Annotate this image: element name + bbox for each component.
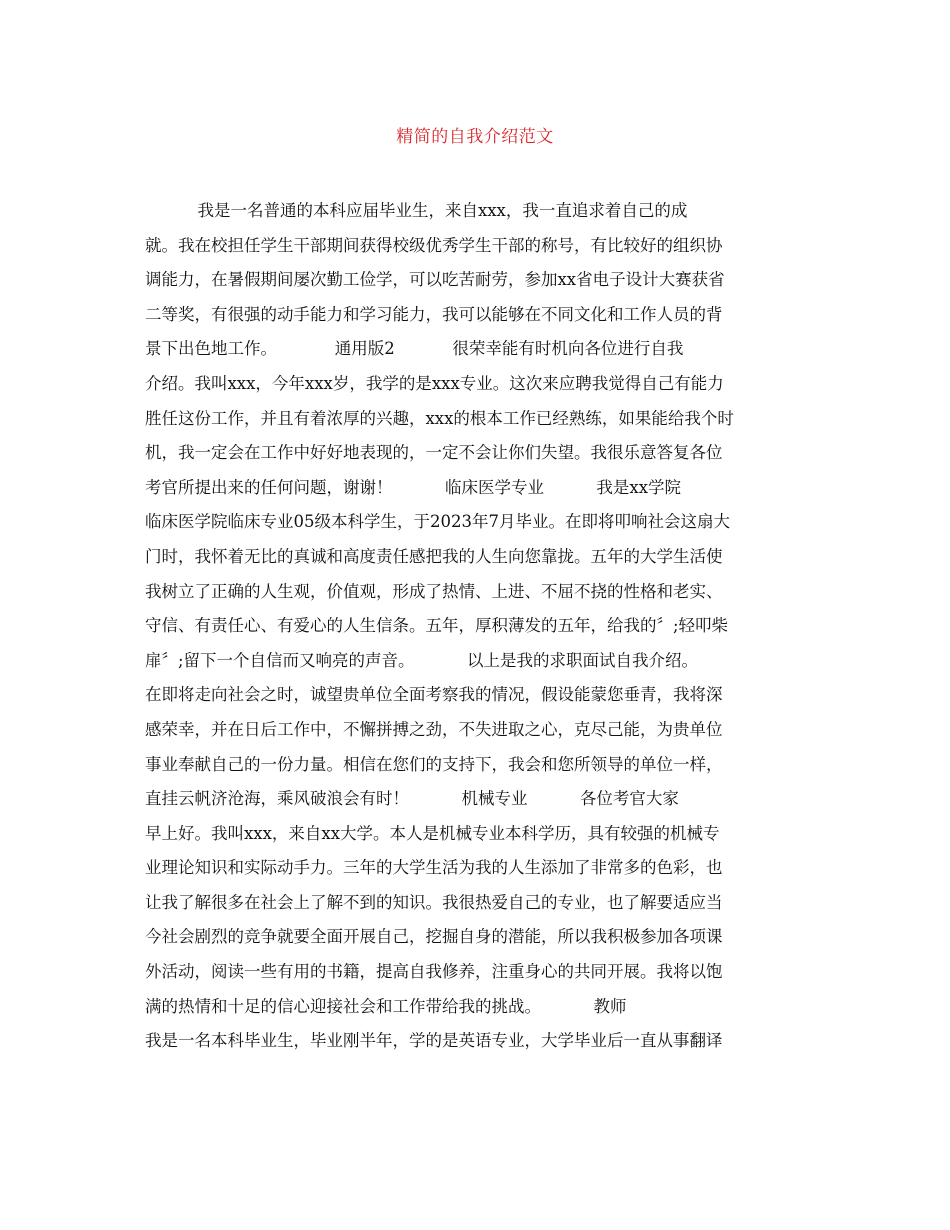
text-line: 临床医学院临床专业05级本科学生，于2023年7月毕业。在即将叩响社会这扇大	[145, 512, 730, 532]
text-line: 直挂云帆济沧海，乘风破浪会有时！ 机械专业 各位考官大家	[145, 789, 679, 809]
text-line: 我是一名普通的本科应届毕业生，来自xxx，我一直追求着自己的成	[145, 201, 688, 220]
text-line: 满的热情和十足的信心迎接社会和工作带给我的挑战。 教师	[145, 996, 627, 1016]
text-line: 介绍。我叫xxx，今年xxx岁，我学的是xxx专业。这次来应聘我觉得自己有能力	[145, 373, 724, 393]
text-line: 二等奖，有很强的动手能力和学习能力，我可以能够在不同文化和工作人员的背	[145, 304, 723, 324]
text-line: 调能力，在暑假期间屡次勤工俭学，可以吃苦耐劳，参加xx省电子设计大赛获省	[145, 270, 725, 290]
text-line: 早上好。我叫xxx，来自xx大学。本人是机械专业本科学历，具有较强的机械专	[145, 823, 720, 843]
text-line: 就。我在校担任学生干部期间获得校级优秀学生干部的称号，有比较好的组织协	[145, 235, 723, 255]
text-line: 我是一名本科毕业生，毕业刚半年，学的是英语专业，大学毕业后一直从事翻译	[145, 1031, 723, 1051]
text-line: 考官所提出来的任何问题，谢谢！ 临床医学专业 我是xx学院	[145, 477, 682, 497]
text-line: 感荣幸，并在日后工作中，不懈拼搏之劲，不失进取之心，克尽己能，为贵单位	[145, 719, 723, 739]
text-line: 守信、有责任心、有爱心的人生信条。五年，厚积薄发的五年，给我的〞;轻叩柴	[145, 616, 729, 636]
text-line: 我树立了正确的人生观，价值观，形成了热情、上进、不屈不挠的性格和老实、	[145, 581, 723, 601]
text-line: 外活动，阅读一些有用的书籍，提高自我修养，注重身心的共同开展。我将以饱	[145, 962, 723, 982]
text-line: 事业奉献自己的一份力量。相信在您们的支持下，我会和您所领导的单位一样，	[145, 754, 723, 774]
document-body	[145, 194, 813, 1059]
text-line: 在即将走向社会之时，诚望贵单位全面考察我的情况，假设能蒙您垂青，我将深	[145, 685, 723, 705]
document-title: 精简的自我介绍范文	[396, 127, 554, 147]
text-line: 扉〞;留下一个自信而又响亮的声音。 以上是我的求职面试自我介绍。	[145, 650, 699, 670]
text-line: 胜任这份工作，并且有着浓厚的兴趣，xxx的根本工作已经熟练，如果能给我个时	[145, 408, 734, 428]
text-line: 机，我一定会在工作中好好地表现的，一定不会让你们失望。我很乐意答复各位	[145, 443, 723, 463]
text-line: 今社会剧烈的竞争就要全面开展自己，挖掘自身的潜能，所以我积极参加各项课	[145, 927, 723, 947]
text-line: 门时，我怀着无比的真诚和高度责任感把我的人生向您靠拢。五年的大学生活使	[145, 546, 723, 566]
text-line: 让我了解很多在社会上了解不到的知识。我很热爱自己的专业，也了解要适应当	[145, 892, 723, 912]
text-line: 景下出色地工作。 通用版2 很荣幸能有时机向各位进行自我	[145, 339, 684, 359]
text-line: 业理论知识和实际动手力。三年的大学生活为我的人生添加了非常多的色彩，也	[145, 858, 723, 878]
